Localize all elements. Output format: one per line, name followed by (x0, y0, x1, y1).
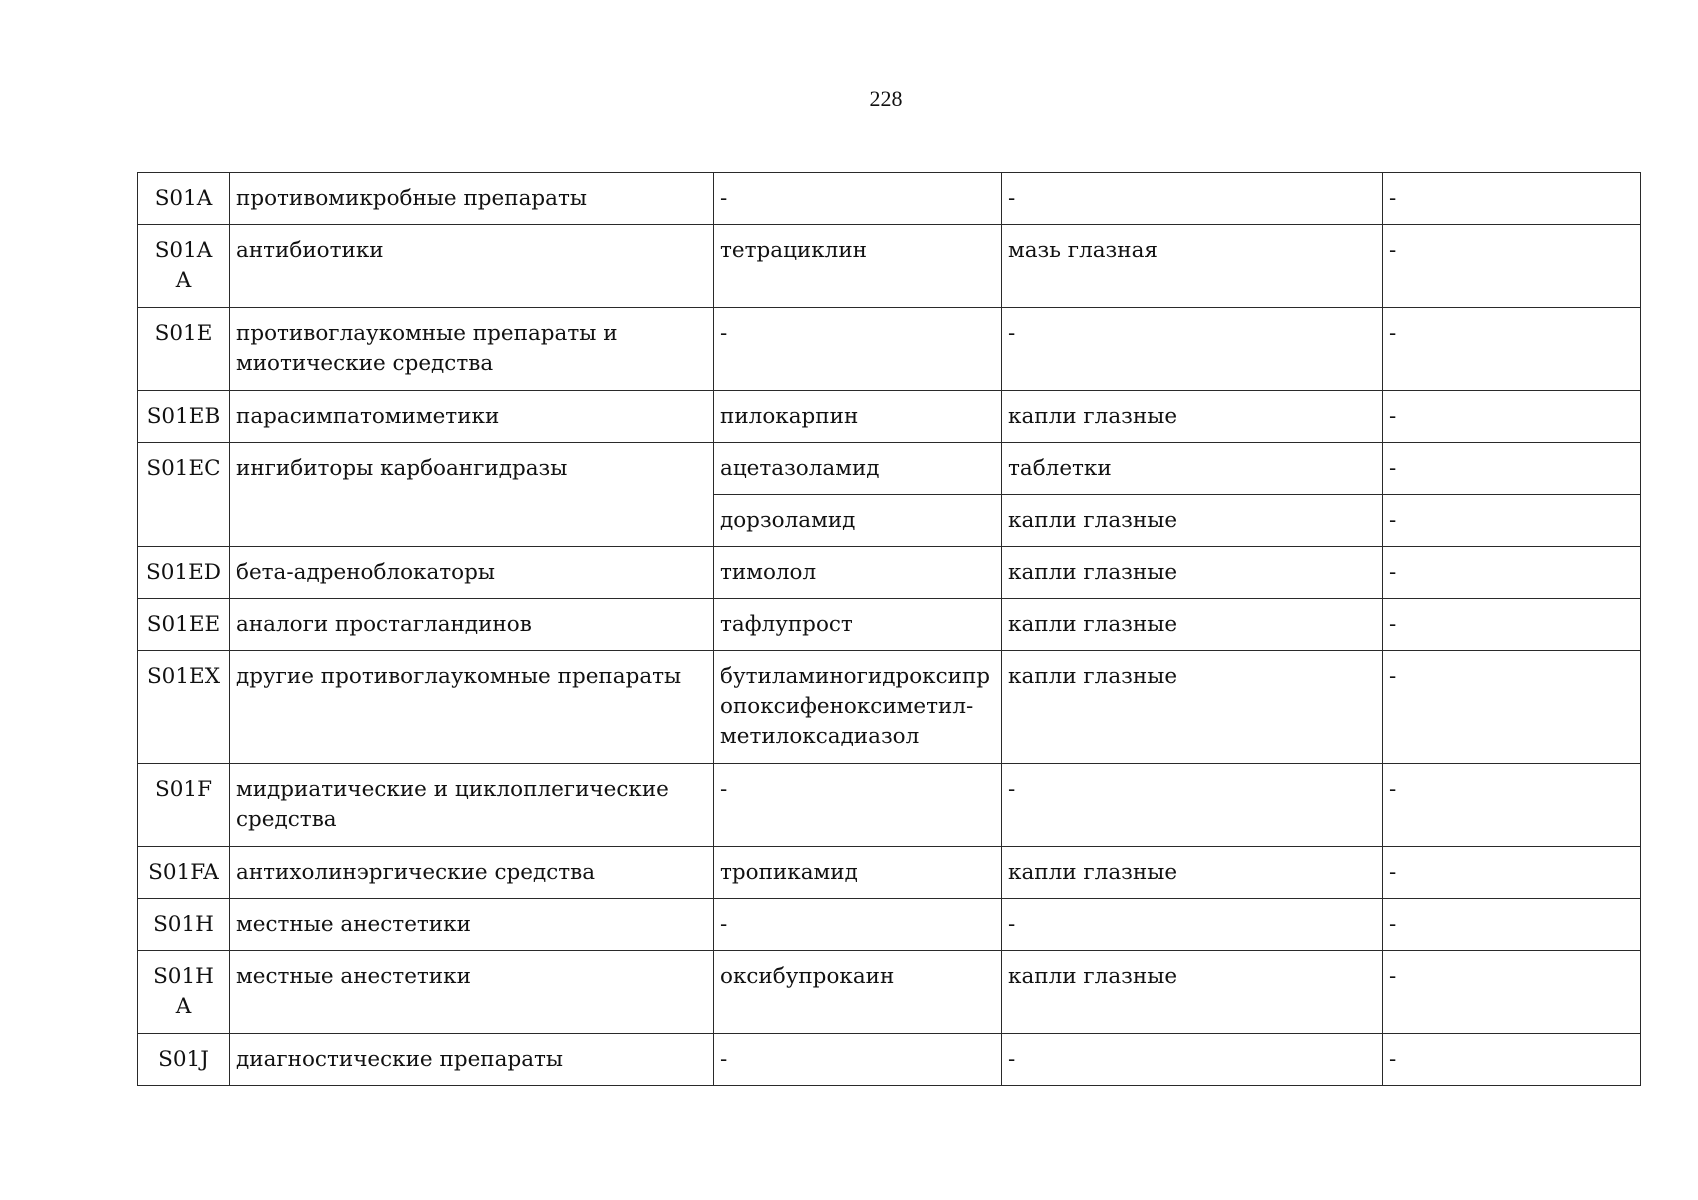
atc-code: S01F (138, 764, 230, 847)
atc-code: S01H (138, 899, 230, 951)
group-description: противоглаукомные препараты и миотические средства (230, 308, 714, 391)
substance: тетрациклин (714, 225, 1002, 308)
group-description: диагностические препараты (230, 1034, 714, 1086)
dosage-form: капли глазные (1002, 495, 1383, 547)
group-description: местные анестетики (230, 899, 714, 951)
group-description: бета-адреноблокаторы (230, 547, 714, 599)
table-row (138, 173, 1641, 225)
note: - (1383, 1034, 1641, 1086)
dosage-form: капли глазные (1002, 651, 1383, 764)
table-row (138, 899, 1641, 951)
table-row (138, 391, 1641, 443)
substance: тафлупрост (714, 599, 1002, 651)
substance: - (714, 764, 1002, 847)
atc-code: S01EC (138, 443, 230, 547)
dosage-form: мазь глазная (1002, 225, 1383, 308)
group-description: антибиотики (230, 225, 714, 308)
note: - (1383, 443, 1641, 495)
substance: - (714, 173, 1002, 225)
note: - (1383, 495, 1641, 547)
table-row (138, 599, 1641, 651)
note: - (1383, 951, 1641, 1034)
dosage-form: - (1002, 899, 1383, 951)
table-row (138, 764, 1641, 847)
table-row (138, 443, 1641, 495)
atc-code: S01EX (138, 651, 230, 764)
group-description: противомикробные препараты (230, 173, 714, 225)
dosage-form: капли глазные (1002, 391, 1383, 443)
table-row (138, 308, 1641, 391)
group-description: другие противоглаукомные препараты (230, 651, 714, 764)
atc-code: S01E (138, 308, 230, 391)
substance: дорзоламид (714, 495, 1002, 547)
note: - (1383, 391, 1641, 443)
dosage-form: капли глазные (1002, 599, 1383, 651)
dosage-form: капли глазные (1002, 547, 1383, 599)
group-description: парасимпатомиметики (230, 391, 714, 443)
dosage-form: - (1002, 1034, 1383, 1086)
table-row (138, 847, 1641, 899)
group-description: местные анестетики (230, 951, 714, 1034)
atc-code: S01A A (138, 225, 230, 308)
substance: ацетазоламид (714, 443, 1002, 495)
atc-code: S01ED (138, 547, 230, 599)
note: - (1383, 651, 1641, 764)
dosage-form: капли глазные (1002, 951, 1383, 1034)
substance: тропикамид (714, 847, 1002, 899)
dosage-form: капли глазные (1002, 847, 1383, 899)
note: - (1383, 173, 1641, 225)
group-description: аналоги простагландинов (230, 599, 714, 651)
substance: - (714, 899, 1002, 951)
atc-code: S01J (138, 1034, 230, 1086)
atc-code: S01A (138, 173, 230, 225)
substance: - (714, 308, 1002, 391)
dosage-form: - (1002, 764, 1383, 847)
note: - (1383, 899, 1641, 951)
atc-code: S01EE (138, 599, 230, 651)
substance: оксибупрокаин (714, 951, 1002, 1034)
note: - (1383, 847, 1641, 899)
note: - (1383, 308, 1641, 391)
table-row (138, 951, 1641, 1034)
atc-code: S01H A (138, 951, 230, 1034)
dosage-form: - (1002, 173, 1383, 225)
note: - (1383, 225, 1641, 308)
group-description: мидриатические и циклоплегические средства (230, 764, 714, 847)
table-row (138, 225, 1641, 308)
group-description: ингибиторы карбоангидразы (230, 443, 714, 547)
drug-table (137, 172, 1641, 1086)
substance: пилокарпин (714, 391, 1002, 443)
dosage-form: - (1002, 308, 1383, 391)
note: - (1383, 547, 1641, 599)
note: - (1383, 764, 1641, 847)
substance: бутиламиногидроксипр опоксифеноксиметил-метилоксадиазол (714, 651, 1002, 764)
note: - (1383, 599, 1641, 651)
atc-code: S01FA (138, 847, 230, 899)
table-row (138, 547, 1641, 599)
atc-code: S01EB (138, 391, 230, 443)
table-row (138, 1034, 1641, 1086)
group-description: антихолинэргические средства (230, 847, 714, 899)
table-row (138, 651, 1641, 764)
substance: - (714, 1034, 1002, 1086)
dosage-form: таблетки (1002, 443, 1383, 495)
page-number: 228 (869, 86, 903, 111)
substance: тимолол (714, 547, 1002, 599)
